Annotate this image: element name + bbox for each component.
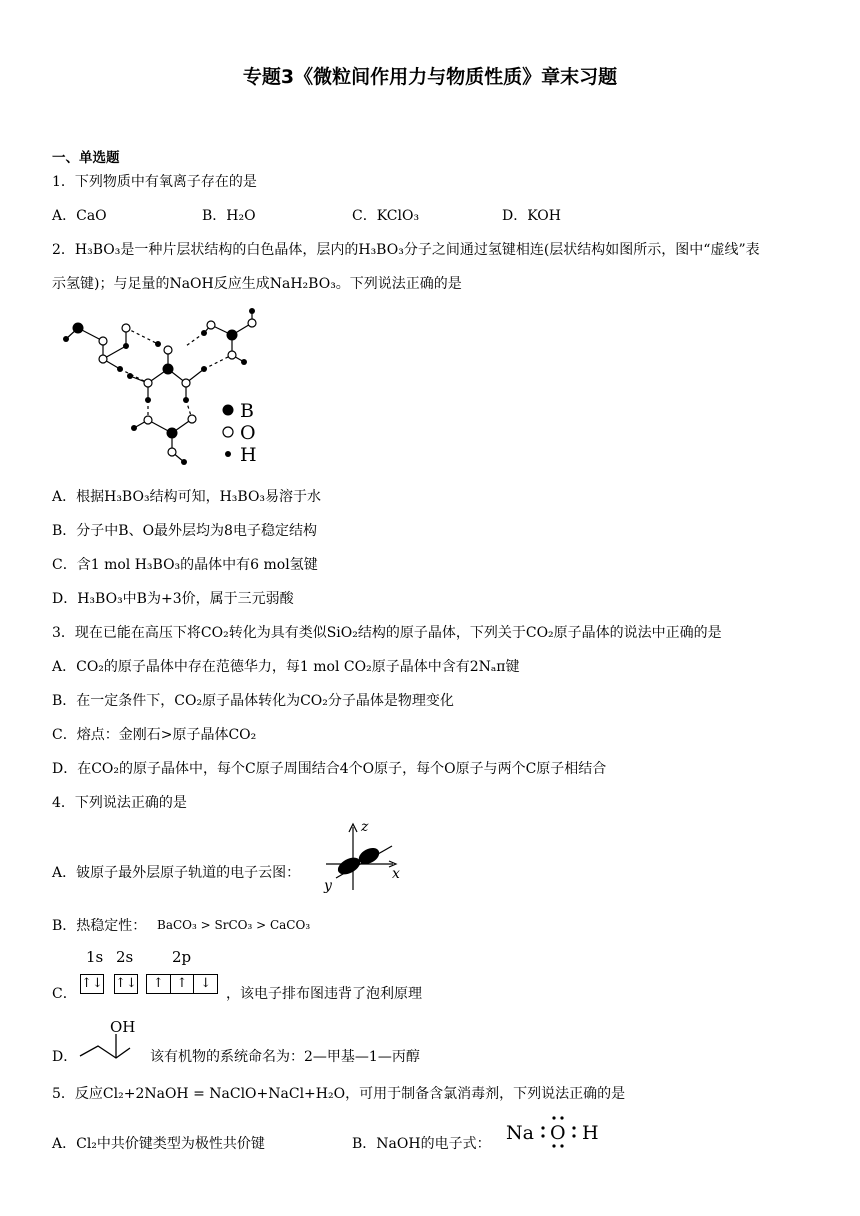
orbital-label-2s: 2s — [116, 948, 134, 966]
question-4-option-a: A．铍原子最外层原子轨道的电子云图： — [52, 865, 301, 881]
question-4-option-b-prefix: B．热稳定性： — [52, 918, 147, 934]
question-5-option-b: B．NaOH的电子式： — [352, 1136, 491, 1152]
legend-boron-label: B — [240, 400, 254, 422]
naoh-electron-formula — [502, 1114, 606, 1150]
question-4-option-d-prefix: D． — [52, 1049, 78, 1065]
question-1-option-a: A．CaO — [52, 208, 107, 224]
alcohol-skeletal-formula — [76, 1016, 146, 1064]
legend-oxygen-marker — [223, 427, 233, 437]
axis-z-label: z — [361, 819, 369, 835]
question-1-stem: 1．下列物质中有氧离子存在的是 — [52, 174, 257, 190]
sodium-symbol: Na — [506, 1122, 534, 1144]
question-4-stem: 4．下列说法正确的是 — [52, 795, 187, 811]
question-3-option-c: C．熔点：金刚石>原子晶体CO₂ — [52, 727, 257, 743]
question-3-option-b: B．在一定条件下，CO₂原子晶体转化为CO₂分子晶体是物理变化 — [52, 693, 454, 709]
question-2-option-c: C．含1 mol H₃BO₃的晶体中有6 mol氢键 — [52, 557, 318, 573]
question-2-option-a: A．根据H₃BO₃结构可知，H₃BO₃易溶于水 — [52, 489, 322, 505]
orbital-arrows-2p-1: ↑ — [147, 975, 171, 993]
question-4-option-c-suffix: ，该电子排布图违背了泡利原理 — [226, 986, 422, 1002]
question-3-option-d: D．在CO₂的原子晶体中，每个C原子周围结合4个O原子，每个O原子与两个C原子相结合 — [52, 761, 607, 777]
question-2-stem-line2: 示氢键)；与足量的NaOH反应生成NaH₂BO₃。下列说法正确的是 — [52, 276, 462, 292]
orbital-box-2p — [146, 974, 218, 994]
hydrogen-symbol: H — [582, 1122, 599, 1144]
question-5-stem: 5．反应Cl₂+2NaOH = NaClO+NaCl+H₂O，可用于制备含氯消毒剂，下列说法正确的是 — [52, 1086, 626, 1102]
question-2-option-b: B．分子中B、O最外层均为8电子稳定结构 — [52, 523, 317, 539]
question-3-option-a: A．CO₂的原子晶体中存在范德华力，每1 mol CO₂原子晶体中含有2Nₐπ键 — [52, 659, 520, 675]
orbital-box-1s — [80, 974, 104, 994]
question-4-option-c-prefix: C． — [52, 986, 77, 1002]
orbital-label-1s: 1s — [86, 948, 104, 966]
boric-acid-structure-diagram — [56, 304, 286, 474]
question-1-option-d: D．KOH — [502, 208, 561, 224]
axis-x-label: x — [392, 866, 400, 882]
question-1-option-c: C．KClO₃ — [352, 208, 420, 224]
question-4-option-b-formula: BaCO₃ > SrCO₃ > CaCO₃ — [157, 918, 311, 932]
legend-hydrogen-label: H — [240, 444, 257, 466]
axis-y-label: y — [324, 878, 332, 894]
orbital-box-2s — [114, 974, 138, 994]
electron-cloud-diagram — [320, 818, 410, 894]
question-3-stem: 3．现在已能在高压下将CO₂转化为具有类似SiO₂结构的原子晶体，下列关于CO₂原子晶体的说法中正确的是 — [52, 625, 722, 641]
question-1-option-b: B．H₂O — [202, 208, 256, 224]
legend-oxygen-label: O — [240, 422, 256, 444]
question-2-option-d: D．H₃BO₃中B为+3价，属于三元弱酸 — [52, 591, 294, 607]
legend-hydrogen-marker — [225, 451, 231, 457]
hydroxyl-label: OH — [110, 1018, 136, 1036]
orbital-label-2p: 2p — [172, 948, 192, 966]
question-5-option-a: A．Cl₂中共价键类型为极性共价键 — [52, 1136, 265, 1152]
oxygen-symbol: O — [550, 1122, 566, 1144]
question-2-stem-line1: 2．H₃BO₃是一种片层状结构的白色晶体，层内的H₃BO₃分子之间通过氢键相连(层状结构如图所示，图中“虚线”表 — [52, 242, 760, 258]
legend-boron-marker — [223, 405, 234, 416]
section-heading: 一、单选题 — [52, 150, 120, 166]
orbital-arrows-2p-3: ↓ — [200, 976, 212, 991]
orbital-arrows-2s: ↑↓ — [115, 976, 137, 991]
orbital-arrows-1s: ↑↓ — [81, 976, 103, 991]
page-title: 专题3《微粒间作用力与物质性质》章末习题 — [242, 66, 618, 88]
question-4-option-d-suffix: 该有机物的系统命名为：2—甲基—1—丙醇 — [150, 1049, 420, 1065]
orbital-arrows-2p-2: ↑ — [171, 975, 195, 993]
